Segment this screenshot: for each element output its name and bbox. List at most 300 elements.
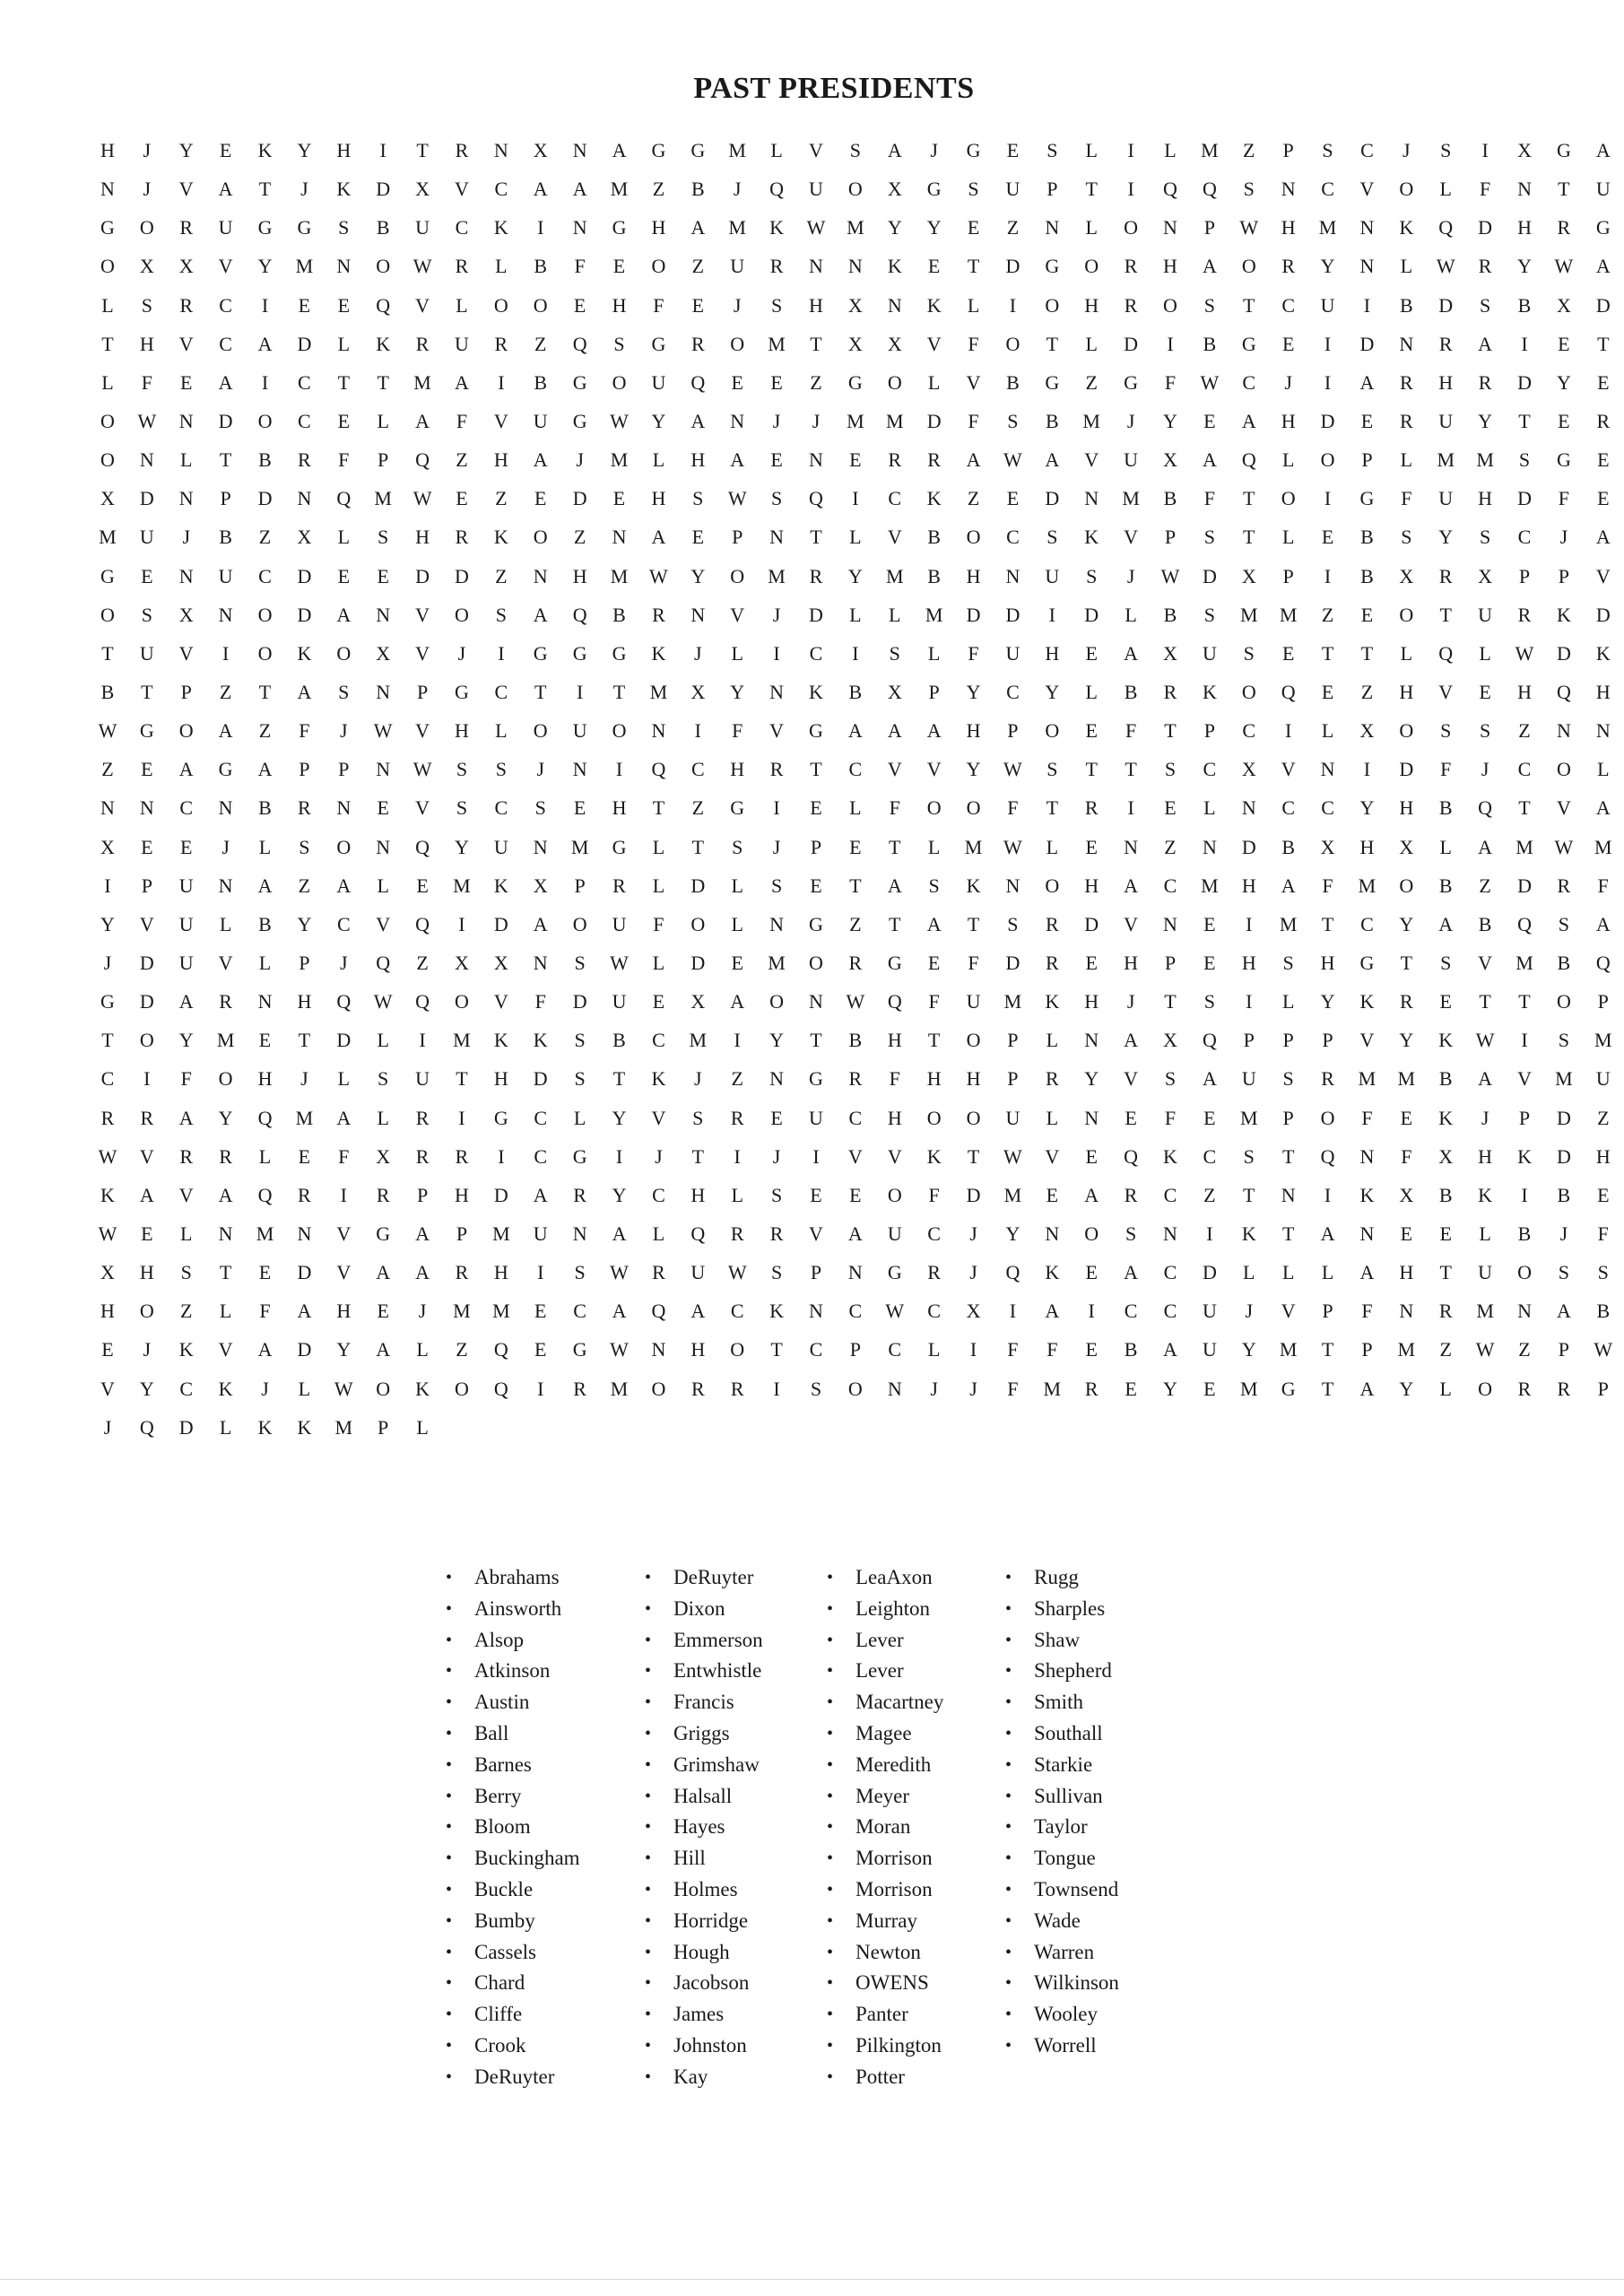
grid-letter: V: [1084, 448, 1099, 472]
grid-letter: M: [453, 1029, 471, 1052]
grid-letter: G: [651, 332, 666, 355]
grid-letter: X: [1241, 564, 1256, 587]
grid-letter: C: [534, 1144, 548, 1168]
grid-letter: B: [1478, 912, 1492, 935]
grid-letter: P: [1518, 1106, 1531, 1129]
grid-letter: E: [1125, 1106, 1137, 1129]
word-list-item: • Chard: [444, 1968, 643, 1999]
grid-letter: J: [261, 1377, 269, 1400]
grid-letter: O: [690, 912, 706, 935]
grid-letter: J: [576, 448, 584, 472]
grid-letter: J: [103, 951, 112, 974]
word-list-item: • Rugg: [1003, 1562, 1165, 1594]
grid-letter: F: [1164, 370, 1177, 394]
grid-letter: N: [1359, 216, 1375, 239]
grid-letter: E: [298, 1144, 311, 1168]
grid-letter: D: [297, 1261, 312, 1284]
grid-letter: G: [847, 370, 863, 394]
grid-letter: N: [809, 255, 823, 278]
word-list-item: • Hough: [643, 1937, 825, 1969]
grid-letter: M: [1239, 1106, 1258, 1129]
grid-letter: N: [1281, 1183, 1296, 1206]
grid-letter: M: [1239, 1377, 1258, 1400]
grid-letter: M: [649, 680, 668, 703]
grid-letter: L: [1203, 796, 1216, 820]
grid-letter: K: [1399, 216, 1414, 239]
grid-letter: I: [261, 370, 269, 394]
grid-letter: Z: [967, 487, 980, 510]
grid-letter: X: [966, 1300, 981, 1323]
grid-letter: S: [574, 951, 586, 974]
grid-letter: E: [219, 139, 232, 161]
word-list-item: • Buckingham: [444, 1843, 643, 1874]
grid-letter: T: [652, 796, 665, 820]
grid-letter: C: [1360, 912, 1374, 935]
grid-letter: J: [1284, 370, 1292, 394]
grid-letter: G: [100, 990, 115, 1013]
grid-letter: E: [1085, 835, 1098, 858]
grid-letter: C: [179, 796, 194, 820]
grid-letter: I: [734, 1029, 741, 1052]
grid-letter: I: [576, 680, 584, 703]
grid-letter: B: [534, 255, 548, 278]
word-list-item: • Tongue: [1003, 1843, 1165, 1874]
grid-letter: E: [258, 1261, 272, 1284]
grid-letter: B: [612, 1029, 626, 1052]
grid-letter: R: [415, 1144, 430, 1168]
grid-letter: S: [1046, 526, 1058, 549]
grid-letter: R: [219, 990, 232, 1013]
grid-letter: S: [1243, 1144, 1255, 1168]
grid-letter: Y: [1359, 796, 1375, 820]
grid-letter: R: [1321, 1067, 1334, 1091]
grid-letter: E: [337, 564, 351, 587]
grid-letter: E: [927, 951, 941, 974]
grid-letter: K: [926, 487, 942, 510]
grid-letter: H: [690, 448, 706, 472]
grid-letter: A: [336, 603, 352, 626]
grid-letter: F: [259, 1300, 271, 1323]
grid-letter: E: [652, 990, 665, 1013]
grid-letter: A: [926, 719, 942, 743]
grid-letter: N: [572, 139, 587, 161]
grid-letter: S: [1479, 526, 1491, 549]
grid-letter: O: [376, 255, 391, 278]
grid-letter: I: [1324, 487, 1332, 510]
grid-letter: F: [141, 370, 152, 394]
grid-letter: Q: [1281, 680, 1296, 703]
grid-letter: M: [1279, 912, 1298, 935]
grid-letter: M: [256, 1222, 274, 1245]
grid-letter: W: [98, 719, 117, 743]
grid-letter: D: [1556, 1144, 1571, 1168]
grid-letter: B: [1203, 332, 1217, 355]
grid-letter: N: [297, 1222, 312, 1245]
grid-letter: S: [495, 603, 507, 626]
grid-letter: I: [1167, 332, 1174, 355]
grid-letter: J: [1245, 1300, 1254, 1323]
grid-letter: K: [533, 1029, 548, 1052]
grid-letter: R: [415, 332, 430, 355]
grid-letter: G: [651, 139, 666, 161]
grid-letter: H: [336, 139, 352, 161]
grid-letter: Q: [336, 990, 352, 1013]
grid-letter: G: [572, 1338, 587, 1361]
grid-letter: A: [533, 1183, 548, 1206]
grid-letter: A: [178, 1106, 194, 1129]
grid-letter: L: [1321, 719, 1334, 743]
grid-letter: S: [968, 178, 979, 201]
grid-letter: I: [379, 139, 386, 161]
grid-letter: G: [1241, 332, 1256, 355]
grid-letter: F: [574, 255, 586, 278]
grid-letter: D: [1084, 603, 1099, 626]
grid-letter: C: [1281, 293, 1295, 317]
grid-letter: F: [1401, 487, 1412, 510]
grid-letter: E: [337, 293, 351, 317]
grid-letter: Z: [731, 1067, 743, 1091]
grid-letter: K: [651, 641, 666, 665]
grid-letter: F: [732, 719, 743, 743]
grid-letter: U: [809, 178, 823, 201]
grid-letter: S: [1558, 1029, 1570, 1052]
grid-letter: V: [1124, 912, 1139, 935]
grid-letter: T: [1518, 796, 1531, 820]
grid-letter: U: [415, 1067, 430, 1091]
grid-letter: R: [219, 1144, 232, 1168]
grid-letter: E: [1203, 912, 1216, 935]
grid-letter: M: [1318, 216, 1337, 239]
grid-letter: I: [852, 487, 859, 510]
grid-letter: R: [769, 758, 784, 781]
grid-letter: G: [533, 641, 548, 665]
grid-letter: K: [651, 1067, 666, 1091]
grid-letter: I: [773, 1377, 780, 1400]
grid-letter: N: [1281, 178, 1296, 201]
grid-letter: P: [1518, 564, 1531, 587]
grid-letter: Y: [1241, 1338, 1256, 1361]
grid-letter: Y: [1320, 990, 1335, 1013]
grid-letter: F: [456, 409, 468, 432]
grid-letter: L: [849, 526, 862, 549]
word-list-item: • Lever: [825, 1656, 1003, 1687]
grid-letter: D: [1005, 255, 1020, 278]
grid-letter: S: [378, 1067, 389, 1091]
grid-letter: A: [1595, 255, 1611, 278]
grid-letter: A: [690, 216, 706, 239]
grid-letter: L: [337, 526, 351, 549]
grid-letter: P: [180, 680, 192, 703]
grid-letter: R: [455, 526, 469, 549]
grid-letter: E: [416, 874, 429, 897]
grid-letter: O: [218, 1067, 233, 1091]
grid-letter: J: [930, 139, 938, 161]
grid-letter: G: [1281, 1377, 1296, 1400]
grid-letter: J: [300, 1067, 308, 1091]
grid-letter: E: [1400, 1106, 1413, 1129]
grid-letter: J: [143, 178, 152, 201]
grid-letter: N: [218, 1222, 233, 1245]
grid-letter: T: [258, 680, 272, 703]
grid-letter: V: [415, 719, 430, 743]
grid-letter: E: [612, 487, 626, 510]
grid-letter: M: [610, 448, 629, 472]
grid-letter: Q: [887, 990, 902, 1013]
grid-letter: R: [730, 1106, 744, 1129]
grid-letter: J: [733, 178, 742, 201]
grid-letter: L: [1085, 216, 1098, 239]
grid-letter: V: [730, 603, 745, 626]
grid-letter: R: [455, 1144, 469, 1168]
grid-letter: W: [610, 951, 629, 974]
grid-letter: O: [1320, 448, 1335, 472]
grid-letter: E: [258, 1029, 272, 1052]
grid-letter: O: [257, 603, 273, 626]
grid-letter: D: [178, 1415, 194, 1439]
grid-letter: S: [1203, 526, 1215, 549]
grid-letter: I: [1324, 1183, 1332, 1206]
grid-letter: E: [180, 835, 193, 858]
grid-letter: G: [1556, 139, 1571, 161]
grid-letter: F: [338, 1144, 350, 1168]
grid-letter: U: [887, 1222, 902, 1245]
grid-letter: H: [1517, 680, 1532, 703]
grid-letter: F: [1007, 1338, 1019, 1361]
grid-letter: A: [887, 874, 902, 897]
grid-letter: G: [572, 1144, 587, 1168]
grid-letter: D: [1005, 951, 1020, 974]
grid-letter: O: [533, 526, 548, 549]
grid-letter: A: [297, 680, 312, 703]
grid-letter: P: [1597, 990, 1609, 1013]
grid-letter: G: [966, 139, 981, 161]
grid-letter: R: [140, 1106, 154, 1129]
grid-letter: W: [98, 1222, 117, 1245]
grid-letter: I: [1127, 139, 1134, 161]
grid-letter: I: [498, 1144, 505, 1168]
grid-letter: C: [494, 680, 508, 703]
grid-letter: N: [297, 487, 312, 510]
grid-letter: D: [1359, 332, 1375, 355]
grid-letter: A: [730, 990, 745, 1013]
grid-letter: H: [612, 293, 627, 317]
grid-letter: A: [1124, 641, 1139, 665]
grid-letter: J: [930, 1377, 938, 1400]
grid-letter: N: [1595, 719, 1611, 743]
grid-letter: A: [1202, 255, 1217, 278]
grid-letter: Z: [456, 448, 468, 472]
grid-letter: Z: [298, 874, 311, 897]
grid-letter: Q: [1320, 1144, 1335, 1168]
grid-letter: O: [139, 216, 154, 239]
grid-letter: Q: [1595, 951, 1611, 974]
grid-letter: E: [337, 409, 351, 432]
grid-letter: P: [1558, 1338, 1570, 1361]
grid-letter: O: [612, 370, 627, 394]
grid-letter: P: [338, 758, 350, 781]
grid-letter: E: [534, 1300, 547, 1323]
grid-letter: W: [413, 487, 432, 510]
grid-letter: W: [1436, 255, 1455, 278]
grid-letter: F: [338, 448, 350, 472]
grid-letter: O: [847, 178, 863, 201]
grid-letter: U: [1241, 1067, 1256, 1091]
grid-letter: D: [1438, 293, 1454, 317]
grid-letter: M: [610, 178, 629, 201]
grid-letter: G: [139, 719, 154, 743]
grid-letter: M: [1555, 1067, 1573, 1091]
grid-letter: P: [1558, 564, 1570, 587]
grid-letter: R: [179, 1144, 194, 1168]
grid-letter: Z: [258, 526, 272, 549]
grid-letter: I: [1285, 719, 1292, 743]
grid-letter: G: [730, 796, 745, 820]
grid-letter: G: [218, 758, 233, 781]
grid-letter: S: [889, 641, 900, 665]
grid-letter: Y: [1438, 526, 1454, 549]
grid-letter: T: [1085, 758, 1098, 781]
grid-letter: O: [1517, 1261, 1532, 1284]
grid-letter: N: [533, 835, 548, 858]
grid-letter: F: [968, 641, 979, 665]
grid-letter: I: [615, 758, 623, 781]
grid-letter: M: [964, 835, 983, 858]
grid-letter: L: [1243, 1261, 1255, 1284]
grid-letter: N: [218, 603, 233, 626]
word-list-item: • Griggs: [643, 1718, 825, 1750]
grid-letter: B: [1045, 409, 1059, 432]
grid-letter: Y: [1478, 409, 1493, 432]
grid-letter: O: [100, 603, 115, 626]
grid-letter: U: [690, 1261, 706, 1284]
grid-letter: G: [887, 951, 902, 974]
grid-letter: M: [689, 1029, 708, 1052]
grid-letter: Q: [493, 1338, 508, 1361]
grid-letter: C: [927, 1300, 941, 1323]
grid-letter: N: [178, 564, 194, 587]
grid-letter: Y: [100, 912, 115, 935]
grid-letter: D: [1084, 912, 1099, 935]
grid-letter: O: [1241, 255, 1256, 278]
grid-letter: A: [1281, 874, 1296, 897]
grid-letter: V: [455, 178, 469, 201]
grid-letter: V: [926, 758, 942, 781]
grid-letter: U: [1438, 487, 1454, 510]
grid-letter: S: [1282, 1067, 1294, 1091]
grid-letter: K: [415, 1377, 430, 1400]
grid-letter: J: [340, 951, 348, 974]
grid-letter: C: [298, 409, 311, 432]
grid-letter: Q: [415, 448, 430, 472]
grid-letter: L: [180, 448, 193, 472]
grid-letter: G: [887, 1261, 902, 1284]
grid-letter: L: [337, 1067, 351, 1091]
grid-letter: P: [1282, 564, 1294, 587]
grid-letter: Y: [1163, 1377, 1177, 1400]
grid-letter: W: [373, 990, 393, 1013]
grid-letter: X: [690, 990, 706, 1013]
word-list-item: • Potter: [825, 2062, 1003, 2093]
grid-letter: L: [1400, 448, 1413, 472]
grid-letter: C: [573, 1300, 586, 1323]
grid-letter: T: [101, 332, 114, 355]
grid-letter: C: [534, 1106, 548, 1129]
grid-letter: K: [178, 1338, 194, 1361]
grid-letter: E: [1400, 1222, 1413, 1245]
grid-letter: Q: [651, 1300, 666, 1323]
grid-letter: S: [338, 216, 350, 239]
grid-letter: T: [1164, 990, 1177, 1013]
grid-letter: N: [1124, 835, 1139, 858]
grid-letter: B: [534, 370, 548, 394]
grid-letter: U: [1595, 178, 1611, 201]
grid-letter: P: [1282, 139, 1294, 161]
grid-letter: L: [219, 1300, 232, 1323]
grid-letter: M: [847, 216, 864, 239]
grid-letter: J: [969, 1222, 977, 1245]
grid-letter: V: [1517, 1067, 1532, 1091]
grid-letter: X: [493, 951, 508, 974]
grid-letter: I: [734, 1144, 741, 1168]
grid-letter: U: [966, 990, 981, 1013]
grid-letter: T: [770, 1338, 783, 1361]
word-list-item: • Holmes: [643, 1874, 825, 1906]
grid-letter: Z: [573, 526, 586, 549]
grid-letter: V: [809, 1222, 823, 1245]
grid-letter: L: [258, 1144, 272, 1168]
grid-letter: T: [810, 526, 822, 549]
word-list-item: • LeaAxon: [825, 1562, 1003, 1594]
grid-letter: S: [692, 487, 704, 510]
grid-letter: I: [1521, 332, 1528, 355]
grid-letter: P: [1007, 719, 1019, 743]
grid-letter: W: [1003, 1144, 1022, 1168]
grid-letter: E: [141, 564, 153, 587]
grid-letter: S: [495, 758, 507, 781]
grid-letter: N: [572, 758, 587, 781]
grid-letter: O: [847, 1377, 863, 1400]
grid-letter: R: [1399, 370, 1413, 394]
word-list-item: • Alsop: [444, 1625, 643, 1657]
grid-letter: H: [966, 1067, 981, 1091]
grid-letter: T: [456, 1067, 468, 1091]
word-list-item: • Kay: [643, 2062, 825, 2093]
grid-letter: L: [927, 1338, 941, 1361]
grid-letter: I: [773, 641, 780, 665]
grid-letter: H: [1438, 370, 1454, 394]
grid-letter: Q: [376, 293, 391, 317]
grid-letter: Y: [690, 564, 706, 587]
grid-letter: L: [1281, 526, 1295, 549]
grid-letter: E: [1085, 641, 1098, 665]
grid-letter: X: [100, 835, 115, 858]
grid-letter: E: [1125, 1377, 1137, 1400]
grid-letter: R: [1124, 1183, 1138, 1206]
grid-letter: M: [1239, 603, 1258, 626]
grid-letter: S: [1007, 409, 1019, 432]
grid-letter: C: [1203, 1144, 1217, 1168]
grid-letter: K: [1595, 641, 1611, 665]
grid-letter: K: [769, 216, 785, 239]
word-list-item: • Hayes: [643, 1812, 825, 1843]
grid-letter: H: [1399, 1261, 1414, 1284]
grid-letter: U: [1478, 1261, 1493, 1284]
grid-letter: D: [1517, 487, 1532, 510]
grid-letter: R: [1478, 370, 1492, 394]
grid-letter: N: [376, 835, 391, 858]
grid-letter: Q: [1438, 216, 1454, 239]
grid-letter: F: [889, 1067, 900, 1091]
